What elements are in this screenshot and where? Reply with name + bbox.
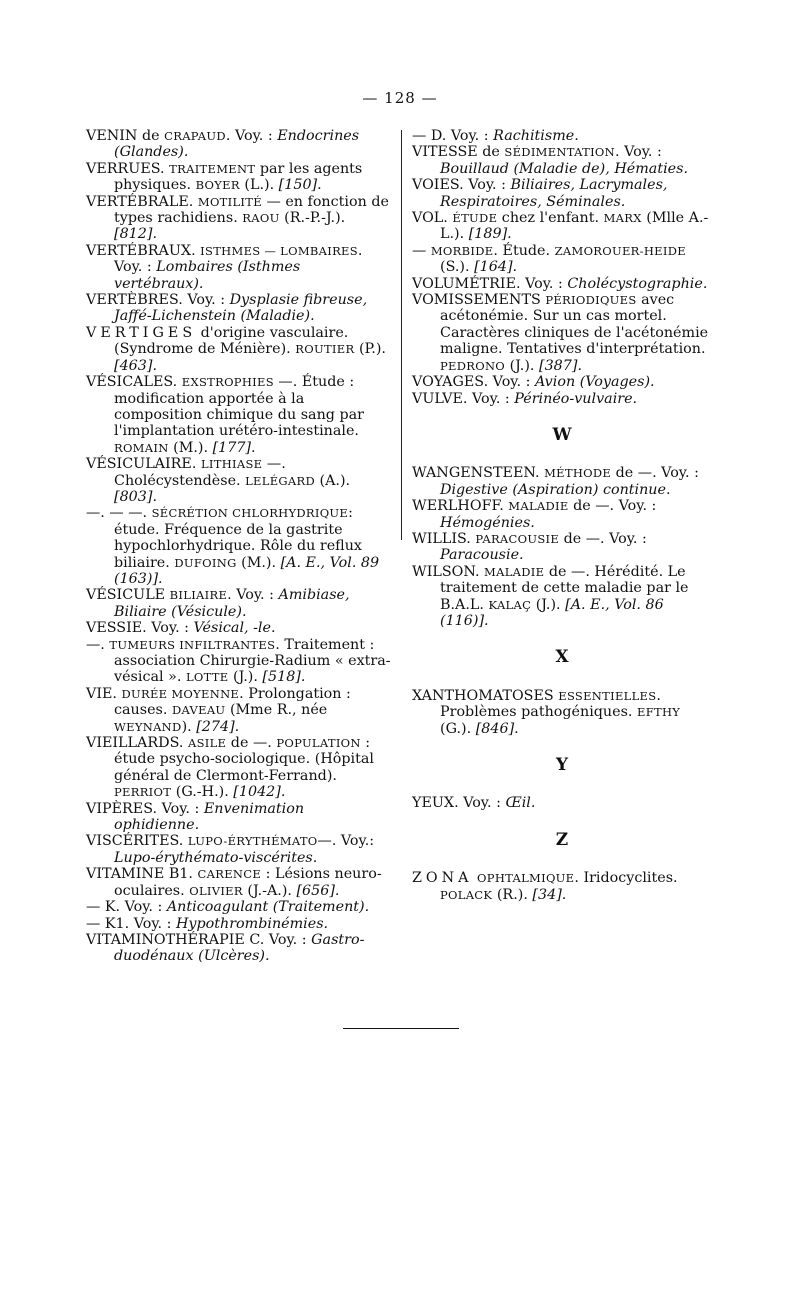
entry-text: de —. Hérédité. Le traitement de cette maladie par le B.A.L. — [440, 563, 689, 613]
entry-reference: [177]. — [212, 439, 256, 456]
section-heading-w: W — [552, 424, 572, 445]
entry-smallcaps: ASILE — [187, 736, 227, 751]
entry-text: VERTÉBRAUX. — [86, 242, 201, 259]
entry-text: VÉSICULAIRE. — [86, 456, 201, 473]
section-heading-x: X — [555, 647, 569, 668]
entry-reference: Lupo-érythémato-viscérites. — [114, 849, 318, 866]
entry-reference: Périnéo-vulvaire. — [514, 390, 638, 407]
entry-reference: [164]. — [474, 259, 518, 276]
entry-text: VERTÈBRES. Voy. : — [86, 292, 230, 309]
index-entry — [86, 243, 391, 292]
entry-text: VERTÉBRALE. — [86, 193, 198, 210]
entry-text: (J.). — [505, 357, 539, 374]
entry-text: de —. Voy. : — [559, 530, 647, 547]
entry-smallcaps: TRAITEMENT — [169, 161, 256, 176]
entry-reference: Paracousie. — [440, 547, 524, 564]
entry-text: —. Cholécystendèse. — [114, 456, 286, 489]
entry-text: de —. Voy. : — [568, 498, 657, 515]
entry-text: (L.). — [239, 177, 279, 194]
entry-text: WANGENSTEEN. — [412, 465, 545, 482]
index-entry — [412, 210, 712, 243]
entry-text: VITESSE de — [412, 144, 505, 161]
entry-reference: Gastro-duodénaux (Ulcères). — [114, 931, 365, 965]
column-divider — [401, 130, 402, 540]
entry-reference: Bouillaud (Maladie de), Hématies. — [440, 160, 688, 177]
entry-text: . Voy. : — [114, 242, 363, 276]
entry-reference: [463]. — [114, 357, 157, 374]
entry-text: (G.). — [440, 720, 476, 737]
entry-smallcaps: ÉTUDE — [452, 211, 498, 226]
entry-smallcaps: MORBIDE — [430, 243, 494, 258]
entry-smallcaps: MARX — [603, 211, 642, 226]
index-entry — [412, 243, 712, 276]
entry-text: : étude psycho-sociologique. (Hôpital général de Clermont-Ferrand). — [114, 735, 374, 784]
index-entry — [412, 128, 712, 144]
footer-rule — [343, 1028, 459, 1029]
index-entry — [412, 144, 712, 177]
index-entry — [86, 194, 391, 243]
entry-text: ). — [181, 718, 197, 735]
entry-text: . Voy. : — [615, 144, 662, 161]
entry-smallcaps: BILIAIRE — [169, 588, 228, 603]
index-entry — [86, 587, 391, 620]
entry-reference: Envenimation ophidienne. — [114, 800, 305, 834]
entry-text: VIPÈRES. Voy. : — [86, 800, 204, 817]
index-entry — [412, 292, 712, 374]
entry-text: VOL. — [412, 210, 453, 227]
index-entry — [412, 564, 712, 630]
entry-smallcaps: RAOU — [242, 211, 280, 226]
entry-reference: [656]. — [296, 882, 340, 899]
entry-text: (Mlle A.-L.). — [440, 210, 709, 243]
index-entry — [412, 498, 712, 531]
entry-reference: [189]. — [468, 226, 512, 243]
index-entry — [86, 161, 391, 194]
entry-reference: Biliaires, Lacrymales, Respiratoires, Séminales. — [440, 177, 668, 210]
index-entry — [86, 735, 391, 801]
entry-smallcaps: MÉTHODE — [544, 466, 612, 481]
index-entry — [412, 688, 712, 737]
entry-text: de —. Voy. : — [611, 465, 699, 482]
entry-text: —. Voy.: — [317, 833, 375, 850]
entry-smallcaps: PÉRIODIQUES — [545, 293, 637, 308]
entry-text: VERTIGES — [86, 324, 197, 341]
entry-reference: Œil. — [505, 795, 536, 812]
entry-text: (M.). — [236, 554, 281, 571]
entry-text: . Traitement : association Chirurgie-Radium « extra-vésical ». — [114, 636, 391, 686]
index-entry — [86, 505, 391, 587]
entry-text: . Voy. : — [225, 128, 278, 144]
entry-reference: [A. E., Vol. 86 (116)]. — [440, 596, 664, 629]
entry-text: chez l'enfant. — [497, 210, 604, 227]
index-entry — [86, 637, 391, 686]
entry-reference: Digestive (Aspiration) continue. — [440, 481, 671, 498]
entry-reference: [518]. — [262, 669, 306, 686]
entry-text: VITAMINE B1. — [86, 866, 198, 883]
index-entry — [86, 833, 391, 866]
entry-smallcaps: ZAMOROUER-HEIDE — [554, 243, 686, 258]
index-entry — [86, 374, 391, 456]
index-entry — [86, 128, 391, 161]
section-heading-y: Y — [555, 755, 569, 775]
entry-text: . Étude. — [493, 242, 555, 259]
entry-text: WERLHOFF. — [412, 498, 509, 515]
entry-reference: Hémogénies. — [440, 514, 535, 531]
entry-text: VENIN de — [86, 128, 165, 144]
entry-text: VISCÉRITES. — [86, 833, 188, 850]
entry-smallcaps: ROUTIER — [295, 342, 355, 357]
entry-smallcaps: SÉCRÉTION CHLORHYDRIQUE — [151, 506, 349, 521]
right-column — [412, 128, 712, 903]
entry-text: — K. Voy. : — [86, 899, 167, 916]
entry-text: YEUX. Voy. : — [412, 795, 506, 812]
entry-reference: Amibiase, Biliaire (Vésicule). — [114, 587, 350, 620]
entry-smallcaps: MALADIE — [484, 564, 545, 579]
index-entry — [412, 276, 712, 292]
left-column — [86, 128, 391, 965]
entry-text: VÉSICALES. — [86, 374, 182, 391]
entry-text: (J.). — [531, 596, 566, 613]
entry-text: (S.). — [440, 259, 475, 276]
index-entry — [86, 292, 391, 325]
entry-smallcaps: DUFOING — [174, 555, 237, 570]
entry-text: (P.). — [354, 341, 386, 358]
entry-text: avec acétonémie. Sur un cas mortel. Caractères cliniques de l'acétonémie maligne. Tentatives d'interprétation. — [440, 292, 709, 358]
index-entry — [86, 916, 391, 932]
entry-text: XANTHOMATOSES — [412, 687, 559, 704]
index-entry — [412, 870, 712, 903]
entry-reference: [812]. — [114, 226, 157, 243]
entry-text: VESSIE. Voy. : — [86, 620, 194, 637]
entry-smallcaps: PERRIOT — [114, 785, 172, 800]
entry-smallcaps: MOTILITÉ — [197, 194, 262, 209]
entry-text: (A.). — [314, 472, 351, 489]
entry-smallcaps: ISTHMES — LOMBAIRES — [200, 243, 358, 258]
entry-text: : étude. Fréquence de la gastrite hypochlorhydrique. Rôle du reflux biliaire. — [114, 505, 362, 571]
entry-text: (J.). — [228, 669, 263, 686]
entry-reference: [846]. — [475, 720, 519, 737]
entry-smallcaps: PARACOUSIE — [475, 531, 560, 546]
entry-text: par les agents physiques. — [114, 160, 363, 194]
index-entry — [86, 801, 391, 834]
entry-smallcaps: ESSENTIELLES — [558, 688, 657, 703]
entry-text: . Voy. : — [227, 587, 279, 604]
entry-text: VOMISSEMENTS — [412, 292, 546, 309]
entry-smallcaps: ROMAIN — [114, 440, 169, 455]
entry-text: — K1. Voy. : — [86, 915, 176, 932]
entry-smallcaps: DURÉE MOYENNE — [121, 686, 240, 701]
entry-text: de —. — [226, 735, 277, 752]
entry-smallcaps: MALADIE — [508, 499, 569, 514]
entry-reference: Hypothrombinémies. — [175, 915, 329, 932]
entry-text: VIE. — [86, 685, 122, 702]
entry-reference: Dysplasie fibreuse, Jaffé-Lichenstein (Maladie). — [114, 292, 368, 325]
index-entry — [412, 465, 712, 498]
entry-reference: Anticoagulant (Traitement). — [166, 899, 370, 916]
entry-text: VÉSICULE — [86, 587, 170, 604]
entry-reference: [A. E., Vol. 89 (163)]. — [114, 554, 380, 587]
entry-smallcaps: DAVEAU — [171, 703, 226, 718]
entry-reference: Vésical, -le. — [193, 620, 276, 637]
entry-text: —. — [86, 636, 110, 653]
entry-text: (J.-A.). — [242, 882, 297, 899]
entry-smallcaps: EXSTROPHIES — [181, 375, 274, 390]
entry-text: VULVE. Voy. : — [412, 390, 515, 407]
entry-smallcaps: LELÉGARD — [245, 473, 315, 488]
entry-smallcaps: LITHIASE — [200, 457, 263, 472]
entry-reference: [803]. — [114, 488, 157, 505]
entry-smallcaps: POPULATION — [276, 736, 361, 751]
entry-smallcaps: POLACK — [440, 887, 493, 902]
entry-smallcaps: TUMEURS INFILTRANTES — [109, 637, 276, 652]
entry-reference: Lombaires (Isthmes vertébraux). — [114, 259, 301, 292]
entry-text: VOIES. Voy. : — [412, 177, 511, 194]
entry-text: —. Étude : modification apportée à la composition chimique du sang par l'implantation urétéro-intestinale. — [114, 374, 364, 440]
page-number: — 128 — — [362, 89, 438, 107]
entry-smallcaps: WEYNAND — [114, 719, 182, 734]
entry-reference: [150]. — [278, 177, 322, 194]
entry-text: d'origine vasculaire. (Syndrome de Ménière). — [114, 324, 349, 358]
index-entry — [86, 686, 391, 735]
entry-text: VOLUMÉTRIE. Voy. : — [412, 275, 568, 292]
index-entry — [86, 866, 391, 899]
entry-text: ZONA — [412, 870, 473, 887]
entry-smallcaps: OLIVIER — [189, 883, 243, 898]
index-entry — [412, 177, 712, 210]
index-entry — [412, 391, 712, 407]
entry-text: VERRUES. — [86, 160, 170, 177]
entry-smallcaps: BOYER — [195, 178, 240, 193]
index-entry — [86, 932, 391, 965]
entry-text: (R.). — [492, 886, 533, 903]
entry-text: . Prolongation : causes. — [114, 685, 351, 719]
entry-text: — D. Voy. : — [412, 128, 494, 144]
entry-reference: [34]. — [532, 886, 567, 903]
entry-text: VOYAGES. Voy. : — [412, 374, 535, 391]
entry-text: (R.-P.-J.). — [279, 210, 346, 227]
entry-reference: Avion (Voyages). — [534, 374, 655, 391]
entry-smallcaps: LUPO-ÉRYTHÉMATO — [187, 834, 318, 849]
entry-text: (G.-H.). — [171, 784, 234, 801]
entry-reference: [387]. — [539, 357, 582, 374]
entry-text: : Lésions neuro-oculaires. — [114, 866, 382, 899]
entry-text: . Iridocyclites. — [574, 870, 678, 887]
entry-reference: Endocrines (Glandes). — [114, 128, 360, 161]
entry-smallcaps: PEDRONO — [440, 358, 506, 373]
index-entry — [86, 899, 391, 915]
entry-smallcaps: KALAÇ — [488, 597, 532, 612]
section-heading-z: Z — [555, 829, 569, 850]
entry-text: . Problèmes pathogéniques. — [440, 687, 661, 721]
entry-smallcaps: LOTTE — [185, 670, 229, 685]
index-entry — [412, 795, 712, 811]
entry-text: WILSON. — [412, 563, 485, 580]
index-entry — [412, 374, 712, 390]
index-entry — [86, 325, 391, 374]
entry-smallcaps: SÉDIMENTATION — [504, 145, 616, 160]
entry-text: — — [412, 242, 431, 259]
entry-smallcaps: CRAPAUD — [164, 129, 226, 143]
entry-text: WILLIS. — [412, 530, 476, 547]
entry-text: —. — —. — [86, 505, 152, 522]
index-entry — [86, 620, 391, 636]
entry-text: (M.). — [168, 439, 213, 456]
entry-text: VITAMINOTHÉRAPIE C. Voy. : — [86, 931, 312, 948]
entry-smallcaps: EFTHY — [637, 705, 681, 720]
entry-reference: Cholécystographie. — [567, 275, 708, 292]
entry-text: VIEILLARDS. — [86, 735, 188, 752]
entry-text: — en fonction de types rachidiens. — [114, 193, 389, 227]
entry-smallcaps: OPHTALMIQUE — [477, 871, 575, 886]
entry-smallcaps: CARENCE — [197, 867, 262, 882]
entry-reference: Rachitisme. — [493, 128, 579, 144]
index-entry — [412, 531, 712, 564]
entry-reference: [274]. — [196, 718, 240, 735]
entry-reference: [1042]. — [233, 784, 286, 801]
index-entry — [86, 456, 391, 505]
entry-text: (Mme R., née — [225, 702, 328, 719]
